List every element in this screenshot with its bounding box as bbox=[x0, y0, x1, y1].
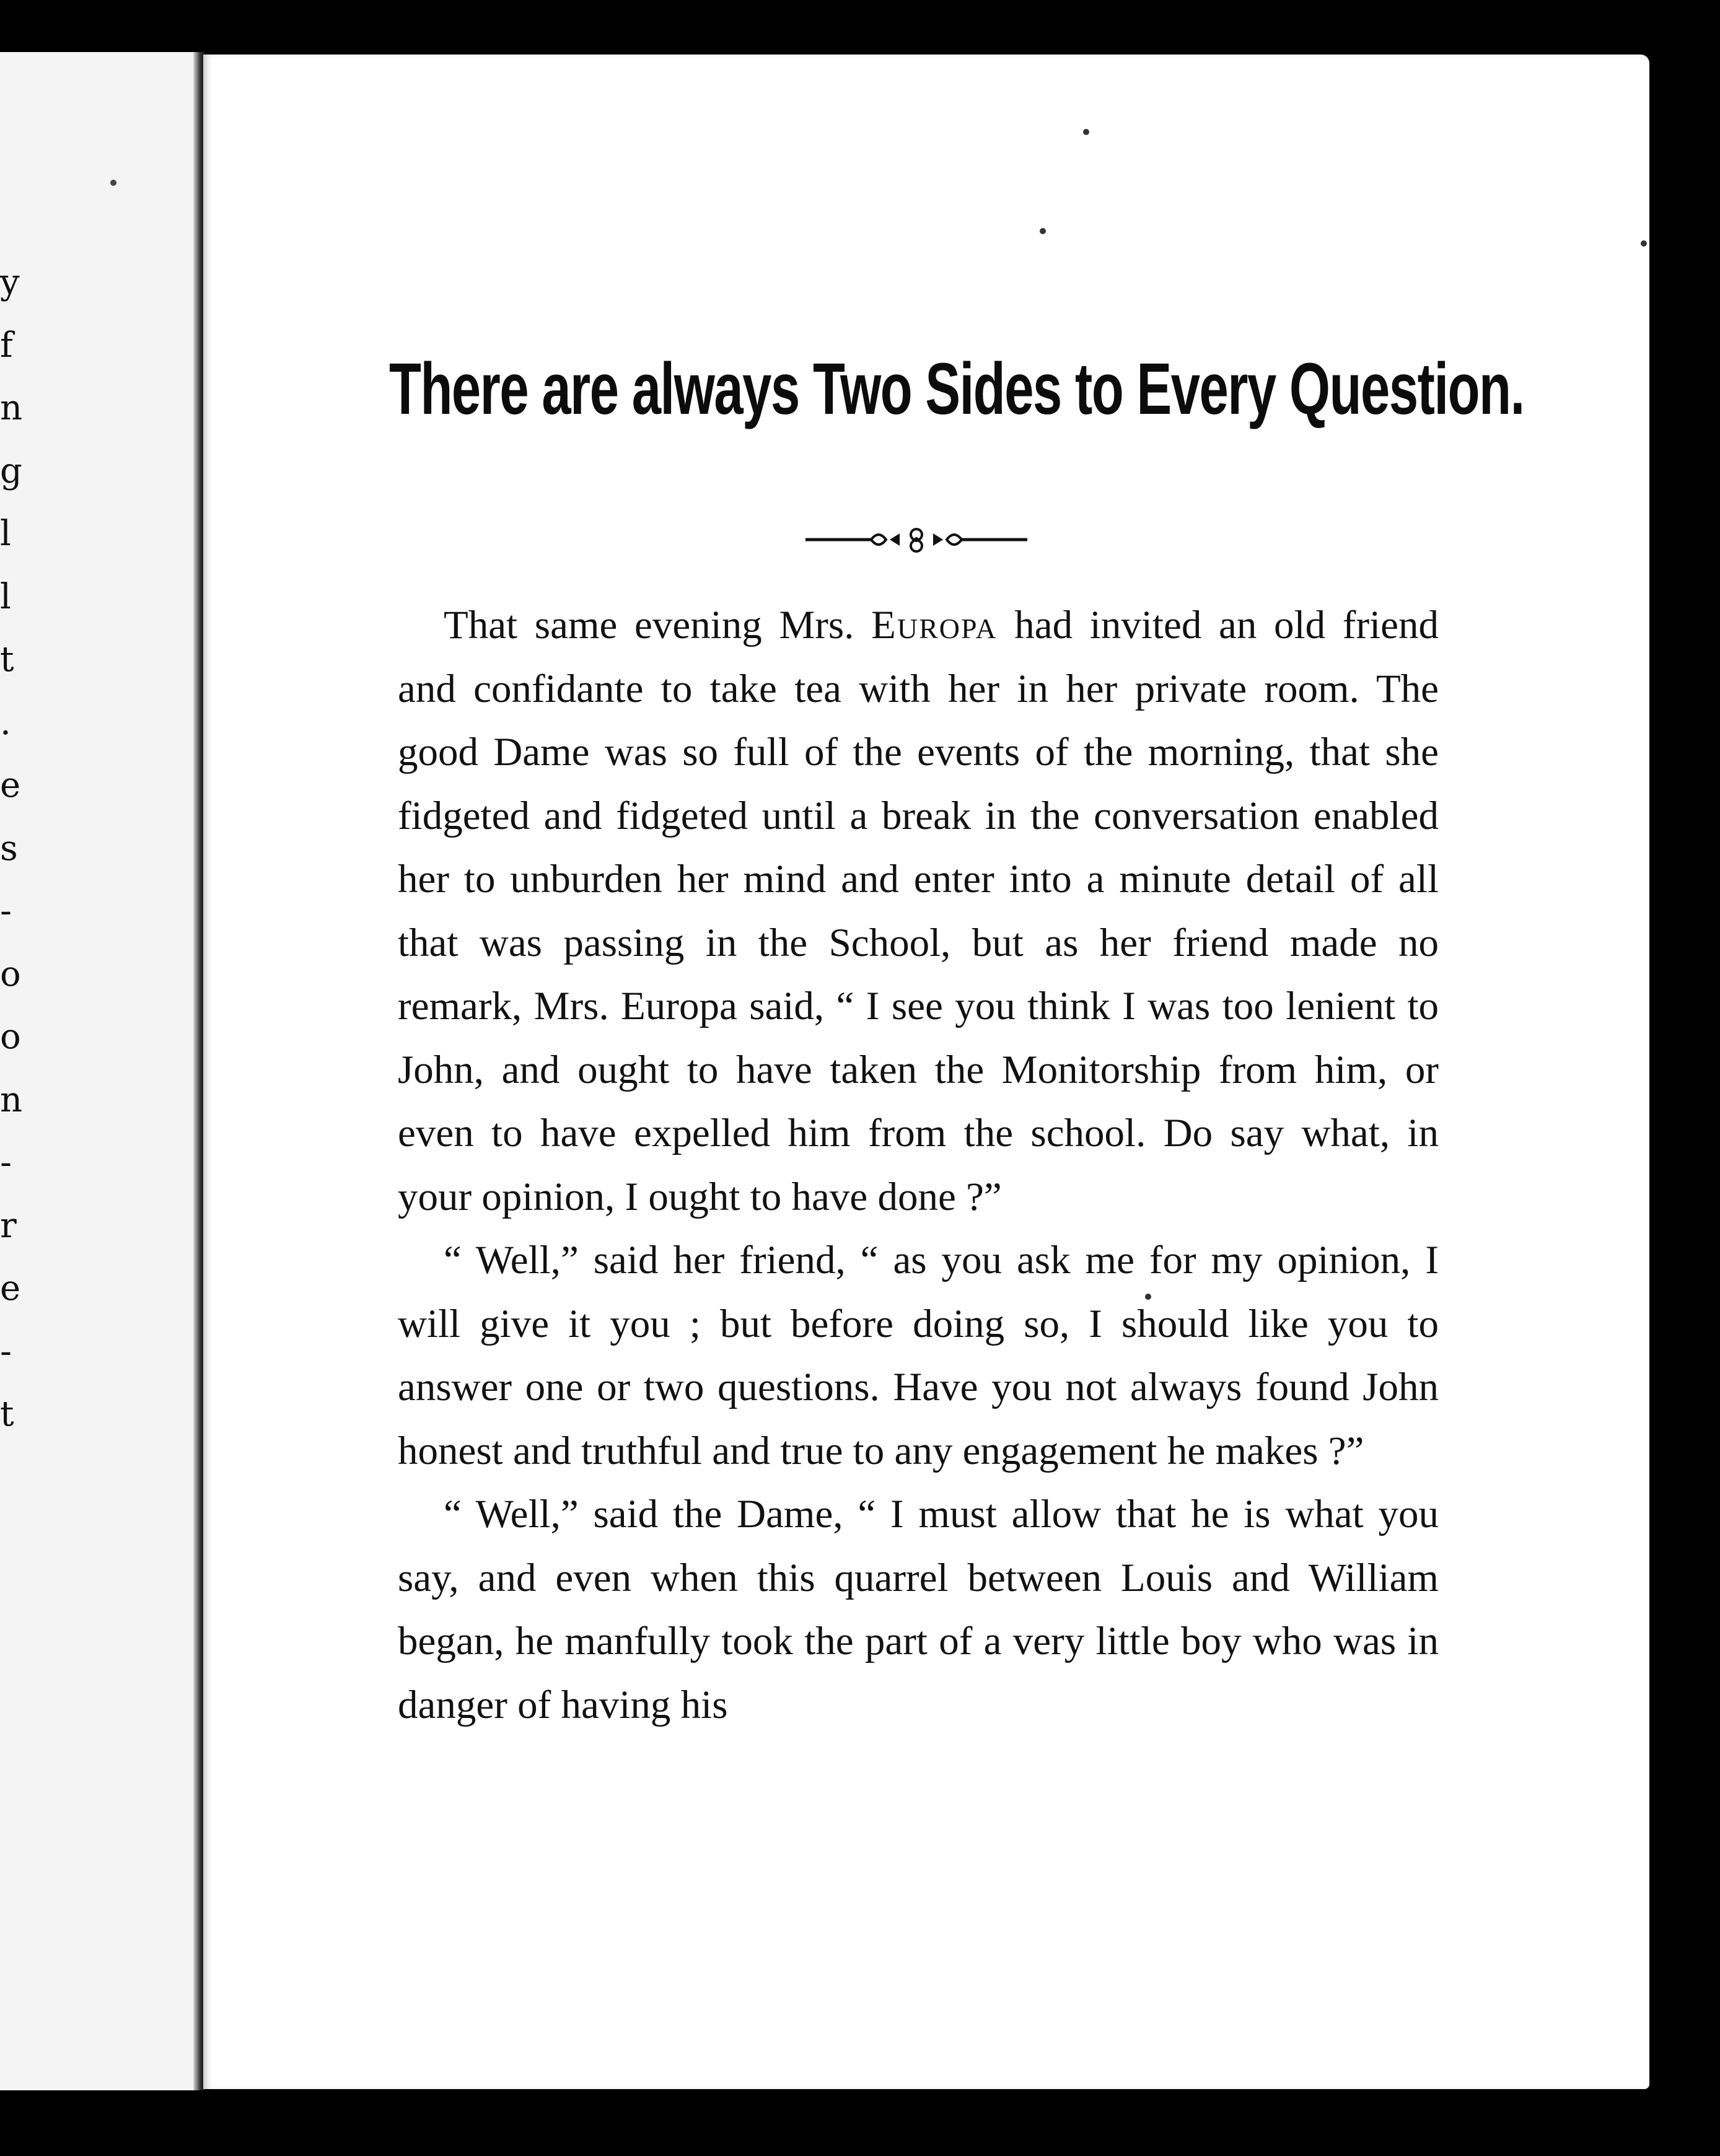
left-page-line-endings bbox=[0, 251, 23, 1446]
left-page-line-fragment: - bbox=[0, 891, 12, 931]
left-page-line-fragment: f bbox=[0, 325, 13, 366]
left-page-line-fragment: . bbox=[0, 702, 11, 743]
left-page-line-fragment: l bbox=[0, 514, 11, 554]
ornament-divider-icon bbox=[803, 522, 1030, 557]
left-page-line-fragment: t bbox=[0, 639, 14, 680]
paragraph-text: “ Well,” said her friend, “ as you ask me for my opinion, I will give it you ; but before doing so, I should like you to answer one or two questions. Have you not always found John honest and truthful and true to any engagement he makes ?” bbox=[398, 1238, 1439, 1473]
paragraph-text: “ Well,” said the Dame, “ I must allow that he is what you say, and even when this quarrel between Louis and William began, he manfully took the part of a very little boy who was in danger of having his bbox=[398, 1492, 1439, 1727]
left-page-line-fragment: l bbox=[0, 576, 11, 617]
chapter-title: There are always Two Sides to Every Question. bbox=[389, 348, 1524, 430]
left-page-line-fragment: n bbox=[0, 1079, 23, 1120]
left-page-line-fragment: t bbox=[0, 1394, 14, 1434]
left-page-line-fragment: n bbox=[0, 388, 23, 428]
paragraph-text: had invited an old friend and confidante to take tea with her in her private room. The good Dame was so full of the events of the morning, that she fidgeted and fidgeted until a break in the conversation enabled her to unburden her mind and enter into a minute detail of all that was passing in the School, but as her friend made no remark, Mrs. Europa said, “ I see you think I was too lenient to John, and ought to have taken the Monitorship from him, or even to have expelled him from the school. Do say what, in your opinion, I ought to have done ?” bbox=[398, 603, 1439, 1219]
paragraph bbox=[398, 594, 1439, 1229]
right-page bbox=[203, 55, 1649, 2089]
left-facing-page bbox=[0, 52, 197, 2090]
left-page-line-fragment: e bbox=[0, 1268, 21, 1308]
paragraph bbox=[398, 1229, 1439, 1483]
scan-speck bbox=[110, 180, 116, 186]
paragraph bbox=[398, 1483, 1439, 1737]
body-text bbox=[398, 594, 1439, 1737]
left-page-line-fragment: r bbox=[0, 1205, 17, 1246]
left-page-line-fragment: e bbox=[0, 765, 21, 805]
left-page-line-fragment: - bbox=[0, 1331, 12, 1372]
left-page-line-fragment: o bbox=[0, 1017, 21, 1057]
left-page-line-fragment: s bbox=[0, 828, 18, 869]
name-smallcaps: Europa bbox=[871, 603, 998, 647]
paragraph-text: That same evening Mrs. bbox=[444, 603, 872, 647]
left-page-line-fragment: - bbox=[0, 1142, 12, 1183]
left-page-line-fragment: y bbox=[0, 262, 20, 302]
left-page-line-fragment: g bbox=[0, 450, 22, 491]
left-page-line-fragment: o bbox=[0, 953, 21, 994]
